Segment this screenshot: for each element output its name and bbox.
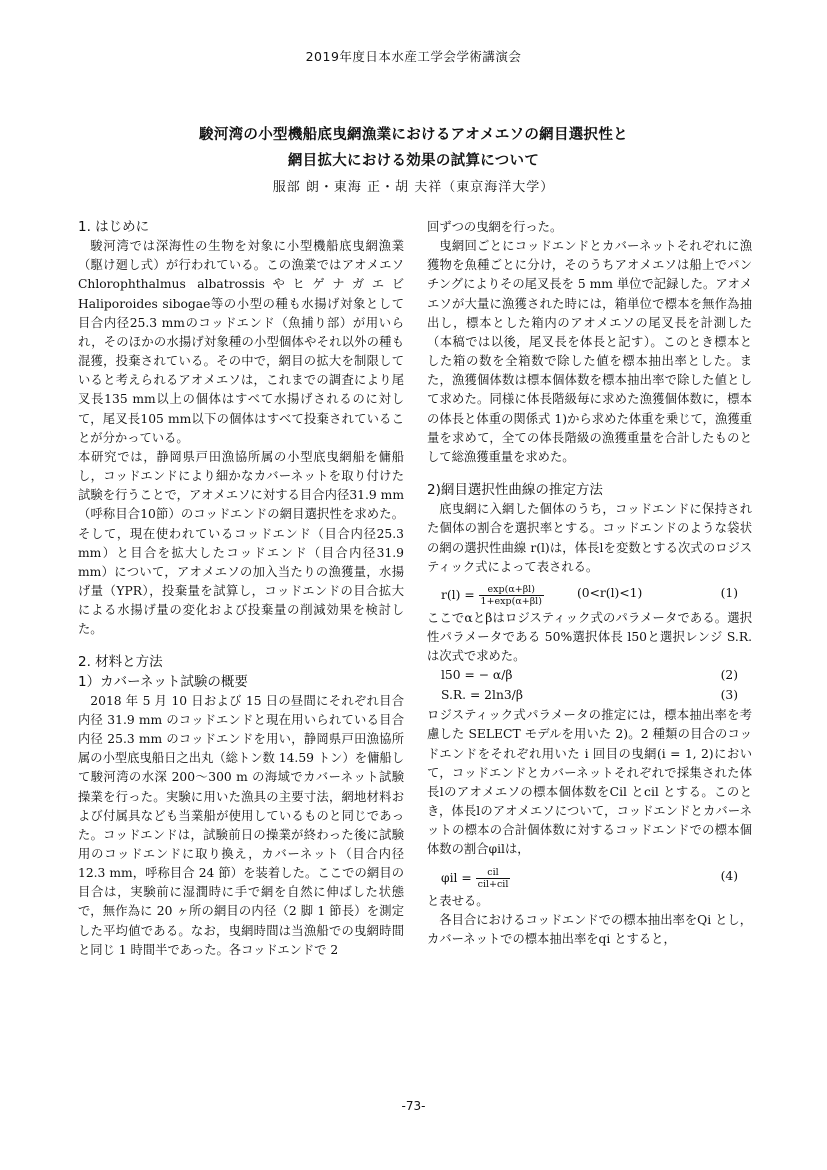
eq1-denominator: 1+exp(α+βl) xyxy=(480,595,542,607)
subsection-heading-cover-net: 1）カバーネット試験の概要 xyxy=(78,673,248,690)
intro-paragraph: 駿河湾では深海性の生物を対象に小型機船底曳網漁業（駆け廻し式）が行われている。この漁業ではアオメエソChlorophthalmus albatrossisやヒゲナガエビHaliporoides sibogae等の小型の種も水揚げ対象として目合内径25.3 mmのコッドエンド（魚捕り部）が用いられ，そのほかの水揚げ対象種の小型個体やそれ以外の種も混獲，投棄されている。その中で，網目の拡大を制限していると考えられるアオメエソは，これまでの調査により尾叉長135 mm以上の個体はすべて水揚げされるのに対して，尾叉長105 mm以下の個体はすべて投棄されていることが分かっている。 xyxy=(78,239,404,445)
eq2-body: l50 = − α/β xyxy=(441,668,513,683)
select-model-paragraph: ロジスティック式パラメータの推定には，標本抽出率を考慮した SELECT モデルを用いた 2)。2 種類の目合のコッドエンドをそれぞれ用いた i 回目の曳網(i = 1, 2)において，コッドエンドとカバーネットそれぞれで採集された体長lのアオメエソの標本個体数をCil とcil とする。このとき，体長lのアオメエソについて，コッドエンドとカバーネットの標本の合計個体数に対するコッドエンドでの標本個体数の割合φilは， xyxy=(427,708,752,857)
eq1-fraction xyxy=(479,584,544,607)
left-column xyxy=(78,218,404,960)
study-aim-paragraph: 本研究では，静岡県戸田漁協所属の小型底曳網船を傭船し，コッドエンドにより細かなカバーネットを取り付けた試験を行うことで，アオメエソに対する目合内径31.9 mm（呼称目合10節）のコッドエンドの網目選択性を求めた。そして，現在使われているコッドエンド（目合内径25.3 mm）と目合を拡大したコッドエンド（目合内径31.9 mm）について，アオメエソの加入当たりの漁獲量，水揚げ量（YPR），投棄量を試算し，コッドエンドの目合拡大による水揚げ量の変化および投棄量の削減効果を検討した。 xyxy=(78,449,404,637)
section-heading-introduction: 1. はじめに xyxy=(78,219,150,235)
eq1-condition: (0<r(l)<1) xyxy=(577,585,643,600)
sampling-paragraph: 曳網回ごとにコッドエンドとカバーネットそれぞれに漁獲物を魚種ごとに分け，そのうちアオメエソは船上でパンチングによりその尾叉長を 5 mm 単位で記録した。アオメエソが大量に漁獲された時には，箱単位で標本を無作為抽出し，標本とした箱内のアオメエソの尾叉長を計測した（本稿では以後，尾叉長を体長と記す）。このとき標本とした箱の数を全箱数で除した値を標本抽出率とした。また，漁獲個体数は標本個体数を標本抽出率で除した値として求めた。同様に体長階級毎に求めた漁獲個体数に，標本の体長と体重の関係式 1)から求めた体重を乗じて，漁獲重量を求めて，全ての体長階級の漁獲重量を合計したものとして総漁獲重量を求めた。 xyxy=(427,239,752,464)
eq1-lhs: r(l) = xyxy=(441,587,475,602)
paper-authors: 服部 朗・東海 正・胡 夫祥（東京海洋大学） xyxy=(272,180,555,195)
eq3-body: S.R. = 2ln3/β xyxy=(441,688,523,703)
selectivity-paragraph: 底曳網に入網した個体のうち，コッドエンドに保持された個体の割合を選択率とする。コッドエンドのような袋状の網の選択性曲線 r(l)は，体長lを変数とする次式のロジスティック式によって表される。 xyxy=(427,502,752,574)
equation-2 xyxy=(427,666,752,686)
page-number: -73- xyxy=(401,1099,426,1113)
paper-title-line-2: 網目拡大における効果の試算について xyxy=(287,153,540,169)
paper-title-line-1: 駿河湾の小型機船底曳網漁業におけるアオメエソの網目選択性と xyxy=(199,127,628,143)
eq2-number: (2) xyxy=(720,668,738,683)
equation-4 xyxy=(427,864,752,888)
equation-3 xyxy=(427,686,752,706)
eq4-numerator: cil xyxy=(476,867,511,879)
eq1-numerator: exp(α+βl) xyxy=(479,584,544,596)
eq4-denominator: cil+cil xyxy=(477,878,509,890)
eq4-lhs: φil = xyxy=(441,870,472,885)
eq1-number: (1) xyxy=(720,585,738,600)
sampling-rate-paragraph: 各目合におけるコッドエンドでの標本抽出率をQi とし，カバーネットでの標本抽出率をqi とすると， xyxy=(427,912,752,946)
continued-paragraph: 回ずつの曳網を行った。 xyxy=(427,220,563,234)
eq3-number: (3) xyxy=(720,688,738,703)
section-heading-methods: 2. 材料と方法 xyxy=(78,654,163,671)
eq4-number: (4) xyxy=(720,868,738,883)
eq4-fraction xyxy=(476,867,511,890)
subsection-heading-selectivity: 2)網目選択性曲線の推定方法 xyxy=(427,482,603,499)
conference-header: 2019年度日本水産工学会学術講演会 xyxy=(305,49,522,64)
parameter-paragraph: ここでαとβはロジスティック式のパラメータである。選択性パラメータである 50%選択体長 l50と選択レンジ S.R.は次式で求めた。 xyxy=(427,610,752,664)
expression-paragraph: と表せる。 xyxy=(427,893,489,908)
right-column xyxy=(427,218,752,949)
cover-net-paragraph: 2018 年 5 月 10 日および 15 日の昼間にそれぞれ目合内径 31.9 mm のコッドエンドと現在用いられている目合内径 25.3 mm のコッドエンドを用い，静岡県戸田漁協所属の小型底曳船日之出丸（総トン数 14.59 トン）を傭船して駿河湾の水深 200〜300 m の海域でカバーネット試験操業を行った。実験に用いた漁具の主要寸法，網地材料および付属具なども当業船が使用しているものと同じであった。コッドエンドは，試験前日の操業が終わった後に試験用のコッドエンドに取り換え，カバーネット（目合内径 12.3 mm，呼称目合 24 節）を装着した。ここでの網目の目合は，実験前に湿潤時に手で網を自然に伸ばした状態で，無作為に 20 ヶ所の網目の内径（2 脚 1 節長）を測定した平均値である。なお，曳網時間は当漁船での曳網時間と同じ 1 時間半であった。各コッドエンドで 2 xyxy=(78,693,404,957)
equation-1 xyxy=(427,581,752,605)
